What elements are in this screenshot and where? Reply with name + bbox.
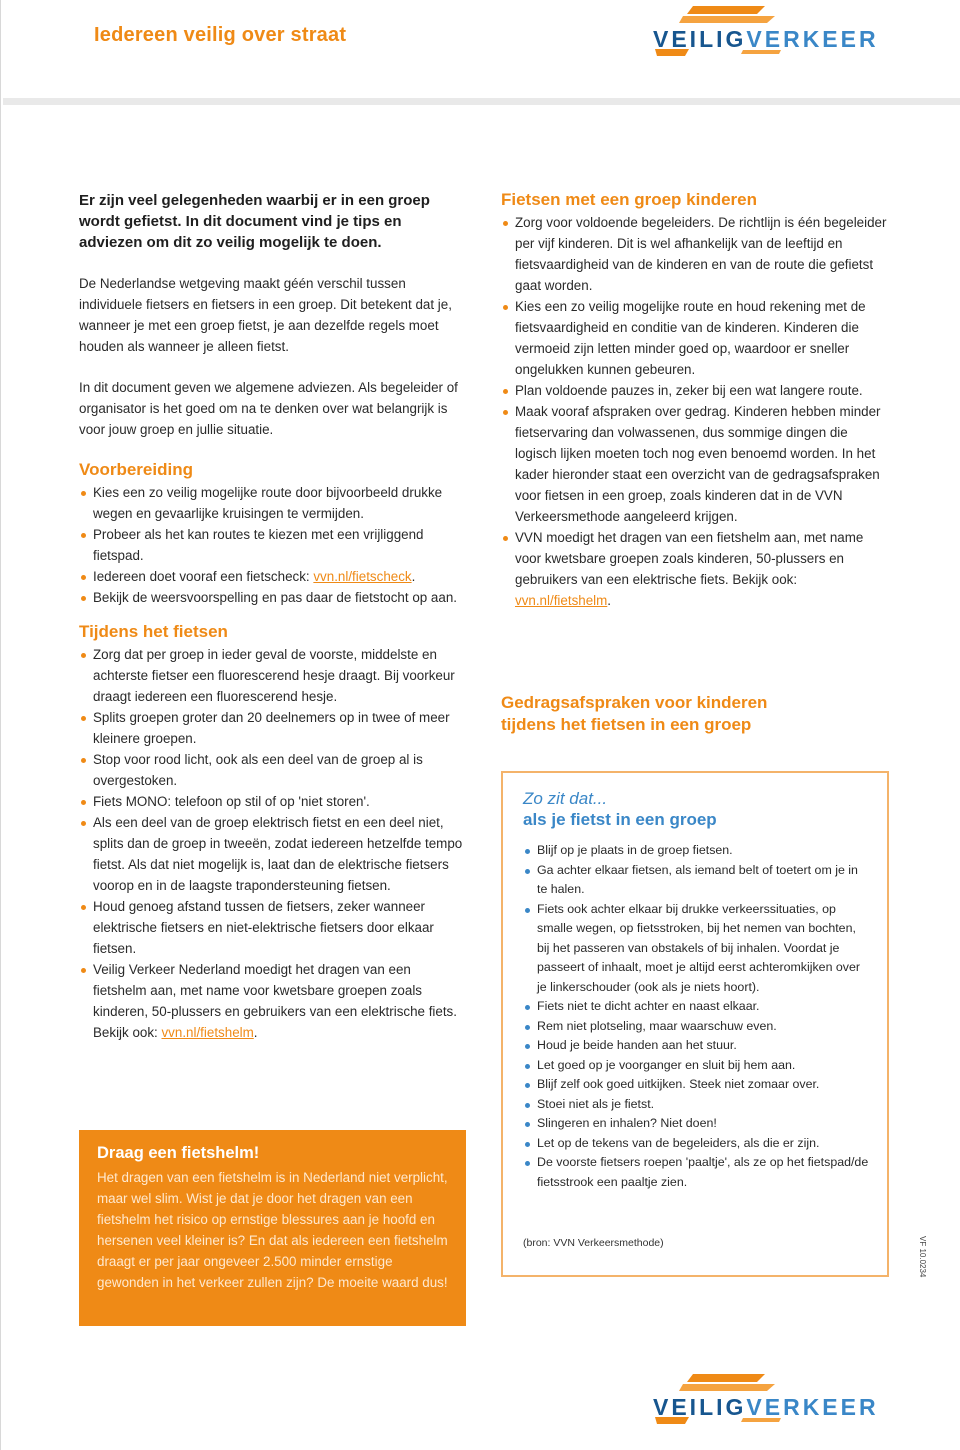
list-item: Blijf zelf ook goed uitkijken. Steek niet zomaar over.	[523, 1075, 869, 1095]
list-item: Maak vooraf afspraken over gedrag. Kinderen hebben minder fietservaring dan volwassenen, dus sommige dingen die logisch lijken moeten toch nog even benoemd worden. In het kader hieronder staat een overzicht van de gedragsafspraken voor fietsen in een groep, zoals kinderen dat in de VVN Verkeersmethode aangeleerd krijgen.	[501, 401, 891, 527]
right-column	[501, 190, 891, 625]
list-item: Fiets ook achter elkaar bij drukke verkeerssituaties, op smalle wegen, op fietsstroken, bij het nemen van bochten, bij het passeren van obstakels of bij inhalen. Voordat je passeert of inhaalt, moet je altijd eerst achteromkijken over je linkerschouder (ook als je niets hoort).	[523, 900, 869, 998]
list-item: Probeer als het kan routes te kiezen met een vrijliggend fietspad.	[79, 524, 467, 566]
list-item: De voorste fietsers roepen 'paaltje', als ze op het fietspad/de fietsstrook een paaltje zien.	[523, 1153, 869, 1192]
list-item: Veilig Verkeer Nederland moedigt het dragen van een fietshelm aan, met name voor kwetsbare groepen zoals kinderen, 50-plussers en gebruikers van een elektrische fiets. Bekijk ook: vvn.nl/fietshelm.	[79, 959, 467, 1043]
list-item: Kies een zo veilig mogelijke route door bijvoorbeeld drukke wegen en gevaarlijke kruisingen te vermijden.	[79, 482, 467, 524]
section-heading-voorbereiding: Voorbereiding	[79, 460, 193, 479]
tijdens-list	[79, 644, 467, 1043]
helmet-callout-text: Het dragen van een fietshelm is in Nederland niet verplicht, maar wel slim. Wist je dat je door het dragen van een fietshelm het risico op ernstige blessures aan je hoofd en hersenen veel kleiner is? En dat als iedereen een fietshelm draagt er per jaar ongeveer 2.500 minder ernstige gewonden in het verkeer zullen zijn? De moeite waard dus!	[97, 1170, 448, 1290]
list-item: Blijf op je plaats in de groep fietsen.	[523, 841, 869, 861]
list-item: Bekijk de weersvoorspelling en pas daar de fietstocht op aan.	[79, 587, 467, 608]
list-item: Kies een zo veilig mogelijke route en houd rekening met de fietsvaardigheid en conditie van de kinderen. Kinderen die vermoeid zijn letten minder goed op, waardoor er sneller ongelukken kunnen gebeuren.	[501, 296, 891, 380]
section-heading-kinderen: Fietsen met een groep kinderen	[501, 190, 758, 209]
list-item: Stop voor rood licht, ook als een deel van de groep al is overgestoken.	[79, 749, 467, 791]
list-item: Fiets MONO: telefoon op stil of op 'niet storen'.	[79, 791, 467, 812]
kinderen-list	[501, 212, 891, 611]
intro-paragraph-2: In dit document geven we algemene adviezen. Als begeleider of organisator is het goed om na te denken over wat belangrijk is voor jouw groep en jullie situatie.	[79, 380, 458, 437]
list-item: Plan voldoende pauzes in, zeker bij een wat langere route.	[501, 380, 891, 401]
fietshelm-link[interactable]: vvn.nl/fietshelm	[161, 1025, 254, 1040]
list-item: Houd je beide handen aan het stuur.	[523, 1036, 869, 1056]
list-item: Stoei niet als je fietst.	[523, 1095, 869, 1115]
logo-wordmark: VEILIGVERKEER	[653, 26, 879, 52]
box-kicker: Zo zit dat...	[523, 789, 608, 808]
list-item: Let op de tekens van de begeleiders, als die er zijn.	[523, 1134, 869, 1154]
veilig-verkeer-logo	[653, 4, 893, 60]
gedrag-list	[523, 841, 869, 1192]
fietshelm-link[interactable]: vvn.nl/fietshelm	[515, 593, 608, 608]
list-item: Fiets niet te dicht achter en naast elkaar.	[523, 997, 869, 1017]
list-item: Let goed op je voorganger en sluit bij hem aan.	[523, 1056, 869, 1076]
header-divider	[3, 98, 960, 105]
intro-lead: Er zijn veel gelegenheden waarbij er in een groep wordt gefietst. In dit document vind je tips en adviezen om dit zo veilig mogelijk te doen.	[79, 192, 430, 251]
list-item: Houd genoeg afstand tussen de fietsers, zeker wanneer elektrische fietsers en niet-elektrische fietsers door elkaar fietsen.	[79, 896, 467, 959]
left-column	[79, 190, 467, 1057]
list-item: Rem niet plotseling, maar waarschuw even.	[523, 1017, 869, 1037]
list-item: Als een deel van de groep elektrisch fietst en een deel niet, splits dan de groep in tweeën, zodat iedereen hetzelfde tempo fietst. Als dat niet mogelijk is, laat dan de elektrische fietsers voorop en in de laagste trapondersteuning fietsen.	[79, 812, 467, 896]
page-title: Iedereen veilig over straat	[94, 24, 347, 46]
helmet-callout-box	[79, 1130, 466, 1326]
logo-wordmark: VEILIGVERKEER	[653, 1394, 879, 1420]
document-code: VF 10.0234	[918, 1236, 927, 1278]
helmet-callout-title: Draag een fietshelm!	[97, 1144, 260, 1162]
list-item: VVN moedigt het dragen van een fietshelm aan, met name voor kwetsbare groepen zoals kinderen, 50-plussers en gebruikers van een elektrische fiets. Bekijk ook: vvn.nl/fietshelm.	[501, 527, 891, 611]
intro-paragraph-1: De Nederlandse wetgeving maakt géén verschil tussen individuele fietsers en fietsers in een groep. Dit betekent dat je, wanneer je met een groep fietst, je aan dezelfde regels moet houden als wanneer je alleen fietst.	[79, 276, 452, 354]
fietscheck-link[interactable]: vvn.nl/fietscheck	[313, 569, 412, 584]
list-item: Slingeren en inhalen? Niet doen!	[523, 1114, 869, 1134]
list-item: Zorg voor voldoende begeleiders. De richtlijn is één begeleider per vijf kinderen. Dit is wel afhankelijk van de leeftijd en fietsvaardigheid van de kinderen en van de route die gefietst gaat worden.	[501, 212, 891, 296]
zo-zit-dat-box	[501, 771, 889, 1277]
source-note: (bron: VVN Verkeersmethode)	[523, 1237, 664, 1249]
section-heading-tijdens: Tijdens het fietsen	[79, 622, 228, 641]
list-item: Zorg dat per groep in ieder geval de voorste, middelste en achterste fietser een fluorescerend hesje draagt. Bij voorkeur draagt iedereen een fluorescerend hesje.	[79, 644, 467, 707]
list-item: Ga achter elkaar fietsen, als iemand belt of toetert om je in te halen.	[523, 861, 869, 900]
section-heading-gedragsafspraken: Gedragsafspraken voor kinderen tijdens het fietsen in een groep	[501, 693, 768, 734]
list-item: Splits groepen groter dan 20 deelnemers op in twee of meer kleinere groepen.	[79, 707, 467, 749]
list-item: Iedereen doet vooraf een fietscheck: vvn.nl/fietscheck.	[79, 566, 467, 587]
voorbereiding-list	[79, 482, 467, 608]
box-heading: als je fietst in een groep	[523, 810, 717, 829]
veilig-verkeer-logo-footer	[653, 1372, 893, 1428]
